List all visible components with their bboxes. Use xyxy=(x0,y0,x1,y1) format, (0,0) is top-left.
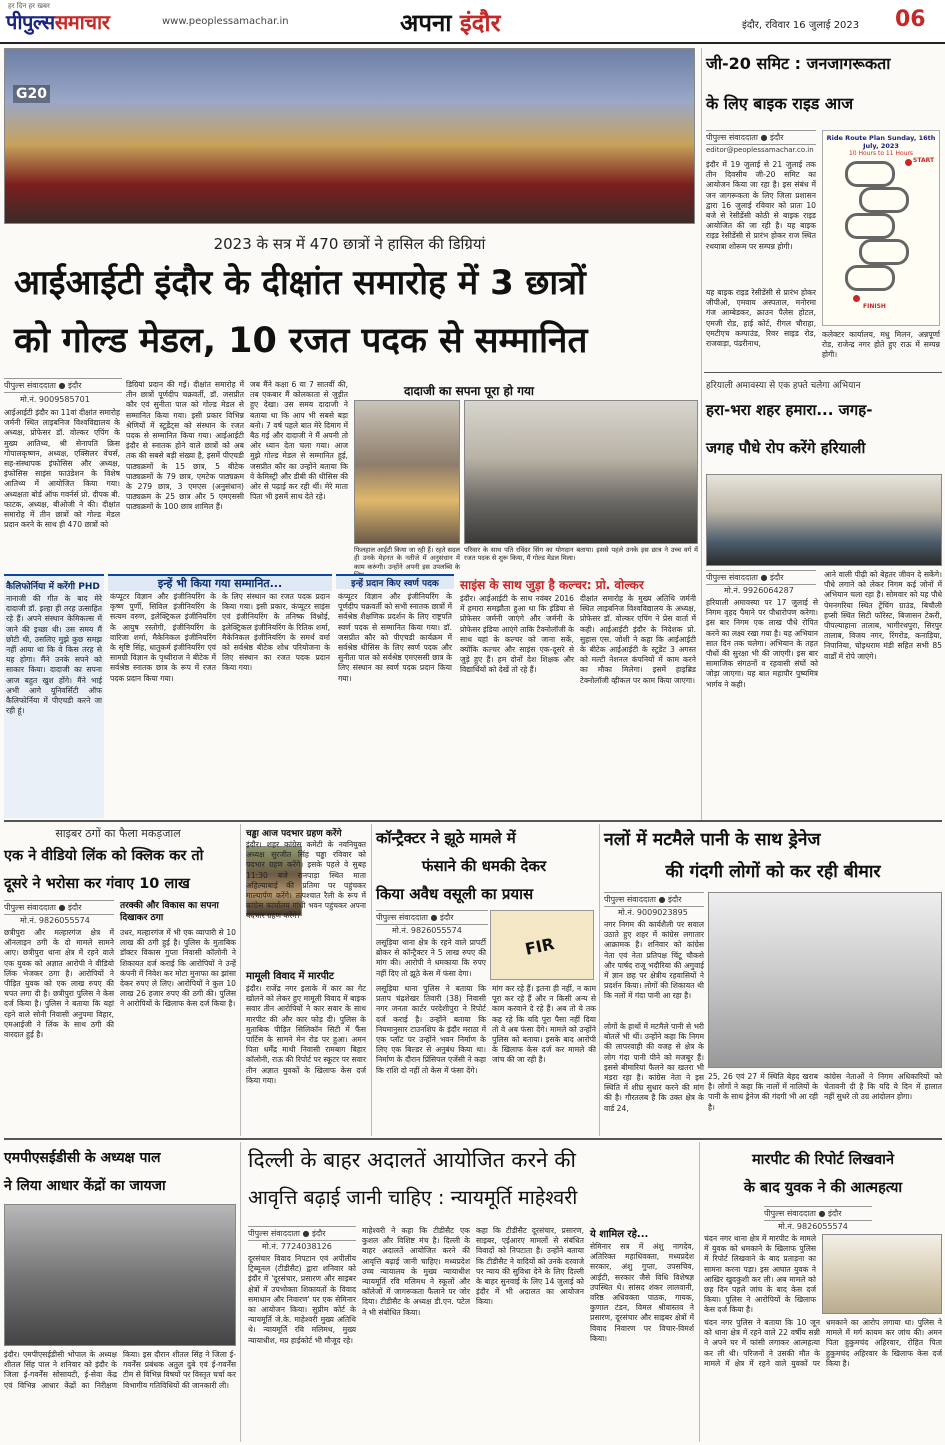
column-divider-right xyxy=(701,48,702,820)
lead-mobile: मो.नं. 9009585701 xyxy=(20,395,90,404)
delhi-byline: पीपुल्स संवाददाता ● इंदौर xyxy=(248,1226,356,1241)
route-end-marker xyxy=(853,295,860,302)
suicide-body: चंदन नगर थाना क्षेत्र में मारपीट के मामले में युवक को धमकाने के खिलाफ पुलिस में रिपोर्ट लिखवाने के बाद प्रताड़ना का सामना करना पड़ा। इस आघात युवक ने आखिर खुदकुशी कर ली। अब मामले को छह दिन पहले जांच के बाद केस दर्ज किया। पुलिस ने आरोपियों के खिलाफ केस दर्ज किया है। xyxy=(704,1234,816,1315)
green-column-2: आने वाली पीढ़ी को बेहतर जीवन दे सकेंगे। पौधे लगाने को लेकर निगम कई जोनों में अभियान चला रहा है। सोमवार को यह पौधे पेमनगरिया स्थित ट्रेंचिंग ग्राउंड, बिचौली हप्सी स्थित सिटी फॉरेस्ट, बिजासन टेकरी, पीपल्याहाना तालाब, भागीरथपुरा, सिरपुर तालाब, विजय नगर, रिंगरोड, कनाड़िया, निपानिया, चोइथराम मंडी सहित सभी 85 वार्डों में रोपे जाएंगे। xyxy=(824,570,942,661)
suicide-body-2: चंदन नगर पुलिस ने बताया कि 10 जून को थाना क्षेत्र में रहने वाले 22 वर्षीय सन्नी ने अपने घर में फांसी लगाकर आत्महत्या कर ली थी। परिजनों ने उसकी मौत के मामले में क्षेत्र में रहने वाले युवकों पर धमकाने का आरोप लगाया था। पुलिस ने मामले में मर्ग कायम कर जांच की। अमन पिता हुकुमचंद अहिरवार, रोहित पिता हुकुमचंद अहिरवार के खिलाफ केस दर्ज किया है। xyxy=(704,1318,942,1368)
water-title-line-1: नलों में मटमैले पानी के साथ ड्रेनेज xyxy=(604,830,821,850)
divider-mpsidc xyxy=(240,1142,241,1442)
g20-body-3: कलेक्टर कार्यालय, मधु मिलन, अन्नपूर्णा रोड, राजेन्द्र नगर होते हुए राऊ में सम्पन्न होगी। xyxy=(822,330,940,360)
water-column-2: लोगों के हाथों में मटमैले पानी से भरी बोतलें भी थीं। उन्होंने कहा कि निगम की लापरवाही की वजह से क्षेत्र के लोग गंदा पानी पीने को मजबूर हैं। इससे बीमारियां फैलने का खतरा भी मंडरा रहा है। कांग्रेस नेता ने इस स्थिति में शीघ्र सुधार करने की मांग की है। गौरतलब है कि उक्त क्षेत्र के वार्ड 24, xyxy=(604,1022,704,1113)
g20-body-1: इंदौर में 19 जुलाई से 21 जुलाई तक तीन दिवसीय जी-20 समिट का आयोजन किया जा रहा है। इस संबंध में जन जागरूकता के लिए जिला प्रशासन द्वारा 16 जुलाई रविवार को प्रातः 10 बजे से रेसीडेंसी कोठी से बाइक राइड आयोजित की जा रही है। यह बाइक राइड रेसीडेंसी से प्रारंभ होकर राज स्थित रथयात्रा शोरूम पर सम्पन्न होगी। xyxy=(706,160,816,251)
cyber-subhead: तरक्की और विकास का सपना दिखाकर ठगा xyxy=(120,901,219,923)
masthead xyxy=(0,0,945,44)
map-start-label: START xyxy=(913,157,935,164)
suicide-title-line-1: मारपीट की रिपोर्ट लिखवाने xyxy=(752,1152,894,1168)
honored-column-2: के लिए संस्थान का रजत पदक प्रदान किया गया। इसी प्रकार, कंप्यूटर साइंस एवं इंजीनियरिंग के तनिष्क विश्नोई, इलेक्ट्रिकल इंजीनियरिंग के रितिक शर्मा, मैकेनिकल इंजीनियरिंग के समर्थ वर्मा को सर्वश्रेष्ठ बीटेक शोध परियोजना के लिए संस्थान का रजत पदक प्रदान किया गया। xyxy=(222,592,330,673)
contractor-byline: पीपुल्स संवाददाता ● इंदौर xyxy=(376,910,488,925)
suicide-photo xyxy=(822,1234,942,1314)
lead-headline-line-1: आईआईटी इंदौर के दीक्षांत समारोह में 3 छात्रों xyxy=(14,263,586,303)
divider-contractor xyxy=(599,824,600,1136)
green-title-line-1: हरा-भरा शहर हमारा... जगह- xyxy=(706,401,873,419)
honored-title: इन्हें भी किया गया सम्मानित... xyxy=(108,574,332,591)
section-divider-lower xyxy=(4,1138,942,1140)
water-column-1: नगर निगम की कार्यशैली पर सवाल उठाते हुए शहर में कांग्रेस लगातार आक्रामक है। शनिवार को कांग्रेस नेता एवं नेता प्रतिपक्ष चिंटू चौकसे और पार्षद राजू भदौरिया की अगुवाई में ज्ञान छह पर क्षेत्रीय रहवासियों ने प्रदर्शन किया। लोगों की शिकायत थी कि नलों में गंदा पानी आ रहा है। xyxy=(604,920,704,1001)
science-column-2: दीक्षांत समारोह के मुख्य अतिथि जर्मनी स्थित लाइबनिज विश्वविद्यालय के अध्यक्ष, प्रोफेसर डॉ. वोल्कर एपिंग ने प्रेस वार्ता में कही। आईआईटी इंदौर के निदेशक प्रो. सुहास एस. जोशी ने कहा कि आईआईटी के बीटेक आईआईटी के स्टूडेंट 3 अगस्त को मल्टी नेशनल कंपनियों में काम करने का मौका मिलेगा। इसमें हाइब्रिड टेक्नोलॉजी व्हीकल पर काम किया जाएगा। xyxy=(580,594,696,685)
green-mobile: मो.नं. 9926064287 xyxy=(724,586,794,595)
g20-title-text-1: जी-20 समिट : जनजागरूकता xyxy=(706,54,891,73)
section-divider-middle xyxy=(4,820,942,822)
water-column-3: 25, 26 एवं 27 में स्थिति बेहद खराब है। लोगों ने कहा कि नालों में नालियों के पानी के साथ ड्रेनेज की गंदगी भी आ रही है। xyxy=(708,1072,818,1112)
contractor-column-2: लसूड़िया थाना पुलिस ने बताया कि प्रताप चंद्रशेखर तिवारी (38) निवासी नगर जनता कार्टर परदेशीपुरा ने रिपोर्ट दर्ज कराई है। उन्होंने बताया कि नियमानुसार टाउनशिप के इंदौर मराठा में एक प्लॉट पर उन्होंने भवन निर्माण के लिए एक बिल्डर से अनुबंध किया था। निर्माण के दौरान प्रिंसिपल एजेंसी ने कहा कि राशि दो नहीं तो केस में फंसा देंगे। xyxy=(376,984,486,1075)
suicide-title-line-2: के बाद युवक ने की आत्महत्या xyxy=(743,1180,903,1196)
contractor-column-3: मांग कर रहे हैं। इतना ही नहीं, न काम पूरा कर रहे हैं और न किसी अन्य से काम करवाने दे रहे हैं। अब तो ये तक कह रहे कि यदि पूरा पैसा नहीं दिया तो वे अब फंसा देंगे। मामले को उन्होंने पुलिस को बताया। इसके बाद आरोपी के खिलाफ केस दर्ज कर मामले की जांच की जा रही है। xyxy=(492,984,596,1065)
route-loop-1 xyxy=(845,161,895,187)
california-body: नानाजी की गीत के बाद मेरे दादाजी डॉ. इल्हा ही तरह उत्साहित रहे हैं। अपने संस्थान केमिकल्स में जाने की इच्छा थी। उस समय मैं छोटी थी, उसलिए मुझे कुछ समझ नहीं आया था कि वे किस तरह से यह होगा। मैंने उनके सपने को साकार किया। दादाजी का सपना आज बहुत खुश होंगे। मैंने भाई अभी आगे यूनिवर्सिटी ऑफ कैलिफोर्निया में पीएचडी करने जा रही हूं। xyxy=(6,594,102,716)
suicide-mobile: मो.नं. 9826055574 xyxy=(778,1222,848,1231)
gold-body: कंप्यूटर विज्ञान और इंजीनियरिंग के पूर्णदीप चक्रवर्ती को सभी स्नातक छात्रों में सर्वश्रेष्ठ शैक्षणिक प्रदर्शन के लिए राष्ट्रपति स्वर्ण पदक से सम्मानित किया गया। डॉ. जसप्रीत कौर को पीएचडी कार्यक्रम में सर्वश्रेष्ठ थीसिस के लिए स्वर्ण पदक और सुनीता पाल को सर्वश्रेष्ठ एमएससी छात्र के लिए संस्थान का स्वर्ण पदक प्रदान किया गया। xyxy=(338,592,452,683)
fir-illustration xyxy=(490,910,594,980)
green-rule xyxy=(704,372,942,373)
website-link[interactable]: www.peoplessamachar.in xyxy=(162,16,289,27)
issue-date: इंदौर, रविवार 16 जुलाई 2023 xyxy=(742,20,860,31)
divider-cyber xyxy=(240,824,241,1136)
lead-byline: पीपुल्स संवाददाता ● इंदौर xyxy=(4,378,122,393)
contractor-title-line-3: किया अवैध वसूली का प्रयास xyxy=(376,885,534,903)
chadda-body-2: इंदौर। राजेंद्र नगर इलाके में कार का गेट खोलने को लेकर हुए मामूली विवाद में बाइक सवार तीन आरोपियों ने कार सवार के साथ मारपीट की और कार फोड़ दी। पुलिस के मुताबिक पीड़ित सिलिकॉन सिटी में फैंस पार्टिस के सामने मेन रोड पर हुआ। अमन पिता धर्मेंद्र माथी निवासी रामबाग बिहार कॉलोनी, राऊ की रिपोर्ट पर स्कूटर पर सवार तीन अज्ञात युवकों के खिलाफ केस दर्ज किया गया। xyxy=(246,984,366,1085)
contractor-title-line-1: कॉन्ट्रैक्टर ने झूठे मामले में xyxy=(376,829,516,847)
delhi-title-line-1: दिल्ली के बाहर अदालतें आयोजित करने की xyxy=(248,1148,576,1172)
dadaji-title: दादाजी का सपना पूरा हो गया xyxy=(404,384,535,398)
dadaji-photo-2 xyxy=(464,400,698,544)
delhi-mobile: मो.नं. 7724038126 xyxy=(262,1242,332,1251)
divider-chadda xyxy=(371,824,372,1136)
cyber-title-line-2: दूसरे ने भरोसा कर गंवाए 10 लाख xyxy=(4,876,190,892)
chadda-kicker: चड्ढा आज पदभार ग्रहण करेंगे xyxy=(246,829,342,839)
dadaji-caption-1: फिलहाल आईटी किया जा रही हैं। रहते सदल ही उनके मेहनत के नतीजे में अनुसंधान में काम करूंगी। उन्होंने अपनी इस उपलब्धि के xyxy=(354,546,460,571)
map-title: Ride Route Plan Sunday, 16th July, 2023 xyxy=(826,134,936,150)
mpsidc-title-line-2: ने लिया आधार केंद्रों का जायजा xyxy=(4,1178,166,1194)
delhi-column-3: कहा कि टीडीसैट दूरसंचार, प्रसारण, साइबर, एईआरए मामलों से संबंधित विवादों को निपटाता है। उन्होंने बताया कि टीडीसैट ने वादियों को उनके दरवाजे पर न्याय की सुविधा देने के लिए दिल्ली के बाहर सुनवाई के लिए 14 जुलाई को इंदौर में भी अदालत का आयोजन किया। xyxy=(476,1226,584,1307)
g20-title-line-1 xyxy=(706,52,942,76)
delhi-subhead: ये शामिल रहे... xyxy=(590,1229,649,1240)
dadaji-caption-2: परिवार के साथ पति रविंदर सिंग का योगदान बताया। इससे पहले उनके इस छात्र ने उच्च वर्ग में रजत पदक से शुरू किया, मैं गोल्ड मेडल मिला। xyxy=(464,546,698,563)
tagline: हर दिन हर खबर xyxy=(8,2,50,10)
route-loop-4 xyxy=(859,239,909,265)
divider-delhi xyxy=(699,1142,700,1442)
cyber-column-2: उधर, मल्हारगंज में भी एक व्यापारी से 10 लाख की ठगी हुई है। पुलिस के मुताबिक डॉक्टर विकास गुप्ता निवासी कॉलोनी ने शिकायत दर्ज कराई कि आरोपियों ने उन्हें कंपनी में निवेश कर मोटा मुनाफा का झांसा देकर रुपए ले लिए। आरोपियों ने कुल 10 लाख 26 हजार रुपए की ठगी की। पुलिस ने आरोपियों के खिलाफ केस दर्ज किया है। xyxy=(120,928,236,1009)
cyber-column-1: छत्रीपुरा और मल्हारगंज क्षेत्र में ऑनलाइन ठगी के दो मामले सामने आए। छत्रीपुरा थाना क्षेत्र में रहने वाले एक युवक को अज्ञात आरोपी ने वीडियो लिंक भेजकर ठगा है। आरोपियों ने पीड़ित युवक को एक लाख रुपए की चपत लगा दी है। छत्रीपुरा पुलिस ने केस दर्ज किया है। पुलिस ने बताया कि यहां रहने वाले सोनी निवासी अनुपमा विहार, एमआईजी ने लिंक के साथ ठगी की वारदात हुई है। xyxy=(4,928,114,1040)
delhi-column-2: माहेश्वरी ने कहा कि टीडीसैट एक कुशल और विशिष्ट मंच है। दिल्ली के बाहर अदालतें आयोजित करने की आवृत्ति बढ़ाई जानी चाहिए। मध्यप्रदेश उच्च न्यायालय के मुख्य न्यायाधीश न्यायमूर्ति रवि मलिमथ ने स्कूलों और कॉलेजों में जागरूकता फैलाने पर जोर दिया। टीडीसैट के अध्यक्ष डी.एन. पटेल ने भी संबोधित किया। xyxy=(362,1226,470,1317)
water-column-4: कांग्रेस नेताओं ने निगम अधिकारियों को चेतावनी दी है कि यदि ये दिन में हालात नहीं सुधरे तो उग्र आंदोलन होगा। xyxy=(824,1072,942,1102)
lead-column-1: आईआईटी इंदौर का 11वां दीक्षांत समारोह जर्मनी स्थित लाइबनिज विश्वविद्यालय के अध्यक्ष, प्रोफेसर डॉ. वोल्कर एपिंग के मुख्य आतिथ्य, श्री सेनापति क्रिस गोपालकृष्णन, अध्यक्ष, एक्सिलर वेंचर्स, सह-संस्थापक इंफोसिस और अध्यक्ष, इंफोसिस साइंस फाउंडेशन के विशेष आतिथ्य में आयोजित किया गया। अध्यक्षता बोर्ड ऑफ गवर्नर्स प्रो. दीपक बी. फाटक, अध्यक्ष, बीओजी ने की। दीक्षांत समारोह में तीन छात्रों को गोल्ड मेडल प्रदान करने के साथ ही 470 छात्रों को xyxy=(4,408,120,530)
suicide-byline: पीपुल्स संवाददाता ● इंदौर xyxy=(764,1206,872,1221)
section-title-b: इंदौर xyxy=(459,9,501,37)
water-title-line-2: की गंदगी लोगों को कर रही बीमार xyxy=(665,862,881,882)
contractor-title-line-2: फंसाने की धमकी देकर xyxy=(421,857,547,875)
mpsidc-title-line-1: एमपीएसईडीसी के अध्यक्ष पाल xyxy=(4,1150,161,1166)
map-finish-label: FINISH xyxy=(863,303,886,310)
g20-body-2: यह बाइक राइड रेसीडेंसी से प्रारंभ होकर जीपीओ, एमवाय अस्पताल, मनोरमा गंज आम्बेडकर, क्राउन पैलेस होटल, एमजी रोड, हाई कोर्ट, रीगल चौराहा, एमटीएच कम्पाउंड, रिवर साइड रोड, राजवाड़ा, पंढरीनाथ, xyxy=(706,288,816,349)
route-loop-3 xyxy=(845,213,895,239)
green-title-line-2: जगह पौधे रोप करेंगे हरियाली xyxy=(706,439,866,457)
route-loop-5 xyxy=(845,265,895,291)
delhi-title-line-2: आवृत्ति बढ़ाई जानी चाहिए : न्यायमूर्ति माहेश्वरी xyxy=(248,1186,578,1209)
honored-column-1: कंप्यूटर विज्ञान और इंजीनियरिंग के कृष्ण पुर्णी, सिविल इंजीनियरिंग के सत्यम वरुण, इलेक्ट्रिकल इंजीनियरिंग के आयुष रस्तोगी, इंजीनियरिंग के वारिजा शर्मा, मैकेनिकल इंजीनियरिंग के सृष्टि सिंह, धातुकर्म इंजीनियरिंग एवं सामग्री विज्ञान के पृथ्वीराज ने बीटेक में सर्वश्रेष्ठ स्नातक छात्र के रूप में रजत पदक प्रदान किया गया। xyxy=(110,592,216,683)
section-title-a: अपना xyxy=(400,9,452,37)
map-subtitle: 10 Hours to 11 Hours xyxy=(848,150,914,157)
g20-email[interactable]: editor@peoplessamachar.co.in xyxy=(706,146,814,154)
california-title: कैलिफोर्निया में करेंगी PHD xyxy=(6,582,100,592)
contractor-mobile: मो.नं. 9826055574 xyxy=(392,926,462,935)
g20-byline: पीपुल्स संवाददाता ● इंदौर xyxy=(706,130,816,145)
mpsidc-body: इंदौर। एमपीएसईडीसी भोपाल के अध्यक्ष शीतल सिंह पाल ने शनिवार को इंदौर के जिला ई-गवर्नेंस सोसायटी, ई-सेवा केंद्र एवं विभिन्न आधार केंद्रों का निरीक्षण किया। इस दौरान शीतल सिंह ने जिला ई-गवर्नेंस प्रबंधक अतुल दुबे एवं ई-गवर्नेंस टीम से विभिन्न विषयों पर विस्तृत चर्चा कर विभागीय गतिविधियों की जानकारी ली। xyxy=(4,1350,236,1390)
ride-route-map xyxy=(822,130,940,326)
delhi-column-1: दूरसंचार विवाद निपटान एवं अपीलीय ट्रिब्यूनल (टीडीसैट) द्वारा शनिवार को इंदौर में 'दूरसंचार, प्रसारण और साइबर क्षेत्रों में उपभोक्ता शिकायतों के विवाद समाधान और निवारण' पर एक सेमिनार का आयोजन किया। सुप्रीम कोर्ट के न्यायमूर्ति जे.के. माहेश्वरी मुख्य अतिथि थे। न्यायमूर्ति रवि मलिमथ, मुख्य न्यायाधीश, मप्र हाईकोर्ट भी मौजूद रहे। xyxy=(248,1254,356,1345)
lead-kicker: 2023 के सत्र में 470 छात्रों ने हासिल की डिग्रियां xyxy=(213,235,486,253)
water-byline: पीपुल्स संवाददाता ● इंदौर xyxy=(604,892,704,907)
mpsidc-photo xyxy=(4,1204,236,1346)
cyber-mobile: मो.नं. 9826055574 xyxy=(20,916,90,925)
green-byline: पीपुल्स संवाददाता ● इंदौर xyxy=(706,570,816,585)
cyber-kicker: साइबर ठगों का फैला मकड़जाल xyxy=(55,827,181,840)
page-number: 06 xyxy=(895,7,926,32)
chadda-body: इंदौर। शहर कांग्रेस कमेटी के नवनियुक्त अध्यक्ष सुरजीत सिंह चड्ढा रविवार को पदभार ग्रहण करेंगे। इसके पहले वे सुबह 11:30 बजे रानपाड़ा स्थित माता अहिल्याबाई की प्रतिमा पर पहुंचकर माल्यार्पण करेंगे। तत्पश्चात रैली के रूप में कांग्रेस कार्यालय गांधी भवन पहुंचकर अपना पदभार ग्रहण करेंगे। xyxy=(246,840,366,921)
dadaji-photo-1 xyxy=(354,400,460,544)
lead-headline-line-2: को गोल्ड मेडल, 10 रजत पदक से सम्मानित xyxy=(14,321,588,361)
lead-column-2: डिग्रियां प्रदान की गईं। दीक्षांत समारोह में तीन छात्रों पूर्णदीप चक्रवर्ती, डॉ. जसप्रीत कौर एवं सुनीता पाल को गोल्ड मेडल से सम्मानित किया गया। इसी प्रकार विभिन्न श्रेणियों में स्टूडेंट्स को संस्थान के रजत पदक से सम्मानित किया गया। आईआईटी इंदौर से स्नातक होने वाले छात्रों को अब तक की सबसे बड़ी संख्या है, इसमें पीएचडी पाठ्यक्रमों के 15 छात्र, 5 बीटेक पाठ्यक्रमों के 79 छात्र, एमटेक पाठ्यक्रम के 279 छात्र, 3 एमएस (अनुसंधान) पाठ्यक्रम के 25 छात्र और 5 एमएससी पाठ्यक्रमों के 100 छात्र शामिल हैं। xyxy=(126,380,244,512)
green-column-1: हरियाली अमावस्या पर 17 जुलाई से निगम वृहद पैमाने पर पौधारोपण करेगा। इस बार निगम एक लाख पौधे रोपित करने का लक्ष्य रखा गया है। यह अभियान सात दिन तक चलेगा। अभियान के तहत पौधों की सुरक्षा भी की जाएगी। इस बार सामाजिक संगठनों व रहवासी संघों को जोड़ा जाएगा। यह बात महापौर पुष्यमित्र भार्गव ने कही। xyxy=(706,598,818,689)
water-protest-photo xyxy=(708,892,942,1068)
chadda-subhead: मामूली विवाद में मारपीट xyxy=(246,971,334,982)
contractor-column-1: लसूड़िया थाना क्षेत्र के रहने वाले प्रापर्टी ब्रोकर से कॉन्ट्रैक्टर ने 5 लाख रुपए की मांग की। आरोपी ने धमकाया कि रुपए नहीं दिए तो झूठे केस में फंसा देगा। xyxy=(376,938,486,978)
science-column-1: इंदौर। आईआईटी के साथ नवंबर 2016 में हमारा समझौता हुआ था कि इंडिया से प्रोफेसर जर्मनी जाएंगे और जर्मनी के प्रोफेसर इंडिया आएंगे ताकि टैक्नोलॉजी के साथ यहां के कल्चर को जाना सकें, क्योंकि कल्चर और साइंस एक-दूसरे से जुड़े हुए हैं। हम दोनों देश शिक्षक और विद्यार्थियों को देखें तो रहे हैं। xyxy=(460,594,574,675)
cyber-title-line-1: एक ने वीडियो लिंक को क्लिक कर तो xyxy=(4,848,204,864)
delhi-column-4: सेमिनार सत्र में अंशु नागदेव, अतिरिक्त महाधिवक्ता, मध्यप्रदेश सरकार, अंशु गुप्ता, उपसचिव, आईटी, सरकार जैसे विधि विशेषज्ञ उपस्थित थे। सांसद शंकर लालवानी, वरिष्ठ अधिवक्ता पाठक, गायक, कुणाल टंडन, विमल श्रीवास्तव ने प्रसारण, दूरसंचार और साइबर क्षेत्रों में विवाद निवारण पर विचार-विमर्श किया। xyxy=(590,1242,694,1343)
route-loop-2 xyxy=(859,187,909,213)
route-start-marker xyxy=(905,159,912,166)
fir-label: FIR xyxy=(523,934,556,959)
cyber-byline: पीपुल्स संवाददाता ● इंदौर xyxy=(4,900,114,915)
g20-title-line-2: के लिए बाइक राइड आज xyxy=(706,94,854,113)
green-kicker: हरियाली अमावस्या से एक हफ्ते चलेगा अभियान xyxy=(706,381,861,391)
logo-part-a: पीपुल्स xyxy=(6,10,55,34)
section-title xyxy=(400,6,500,39)
water-mobile: मो.नं. 9009023895 xyxy=(618,908,688,917)
g20-logo: G20 xyxy=(13,85,50,103)
science-title: साइंस के साथ जुड़ा है कल्चर: प्रो. वोल्कर xyxy=(460,578,644,592)
convocation-photo xyxy=(4,48,695,224)
logo-part-b: समाचार xyxy=(54,10,110,34)
newspaper-logo xyxy=(6,8,109,35)
gold-title: इन्हें प्रदान किए स्वर्ण पदक xyxy=(336,574,454,589)
green-photo xyxy=(706,474,942,566)
dadaji-body: जब मैंने कक्षा 6 या 7 सातवीं की, तब एकबार मैं कोलकाता से जुड़ीत हुए देखा। उस समय दादाजी ने बताया था कि आप भी सबसे बड़ा बनो। 7 वर्ष पहले बात मेरे दिमाग में बैठ गई और दादाजी ने मैं अपनी तो ओर ध्यान देता चला गया। आज मुझे गोल्ड मेडल से सम्मानित हुई, जसप्रीत कौर का उन्होंने बताया कि वे केमिस्ट्री और डीबी की थीसिस की ओर से पढ़ाई कर रही थीं। मेरे माता पिता भी इसमें साथ देते रहे। xyxy=(250,380,348,502)
